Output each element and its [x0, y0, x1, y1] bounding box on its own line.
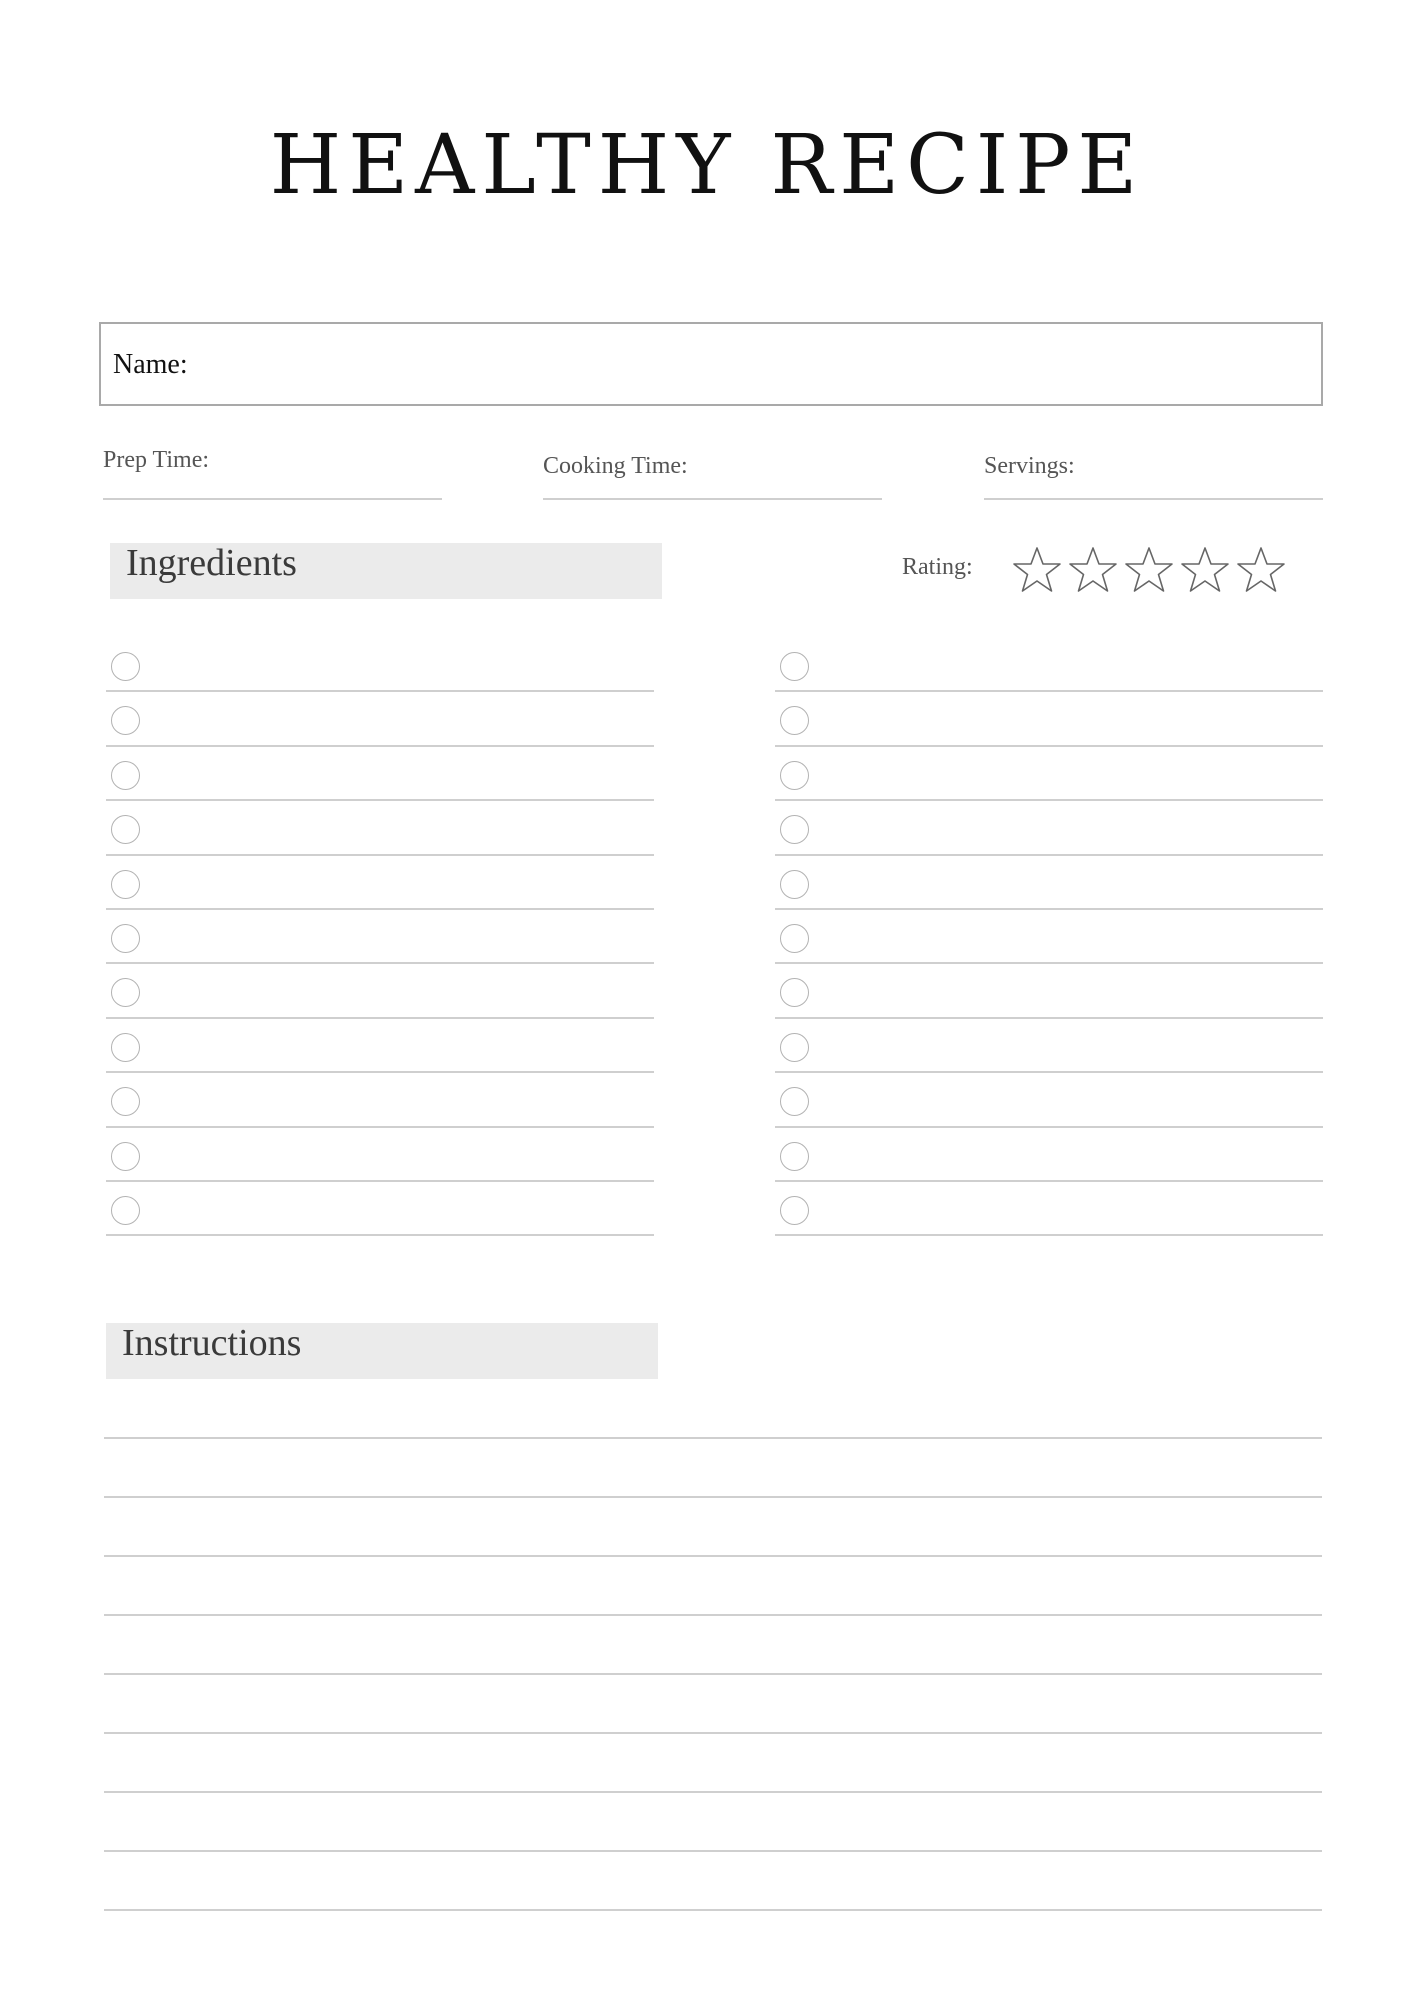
- prep-time-field[interactable]: [103, 447, 442, 500]
- checkbox-circle-icon[interactable]: [780, 978, 809, 1007]
- ingredients-list-right: [775, 638, 1323, 1236]
- ingredient-row-left-4[interactable]: [106, 801, 654, 855]
- ingredients-title: Ingredients: [126, 542, 297, 584]
- checkbox-circle-icon[interactable]: [111, 924, 140, 953]
- checkbox-circle-icon[interactable]: [780, 761, 809, 790]
- ingredient-row-left-2[interactable]: [106, 692, 654, 746]
- rating-label: Rating:: [902, 554, 973, 580]
- star-icon[interactable]: [1124, 545, 1174, 595]
- instructions-title: Instructions: [122, 1322, 302, 1364]
- instruction-line[interactable]: [104, 1616, 1322, 1675]
- servings-label: Servings:: [984, 453, 1075, 479]
- checkbox-circle-icon[interactable]: [780, 1033, 809, 1062]
- checkbox-circle-icon[interactable]: [780, 1196, 809, 1225]
- star-icon[interactable]: [1236, 545, 1286, 595]
- checkbox-circle-icon[interactable]: [780, 815, 809, 844]
- ingredient-row-right-11[interactable]: [775, 1182, 1323, 1236]
- ingredient-row-right-8[interactable]: [775, 1019, 1323, 1073]
- servings-field[interactable]: [984, 453, 1323, 500]
- checkbox-circle-icon[interactable]: [111, 706, 140, 735]
- name-label: Name:: [113, 349, 188, 380]
- instruction-line[interactable]: [104, 1734, 1322, 1793]
- ingredient-row-right-1[interactable]: [775, 638, 1323, 692]
- checkbox-circle-icon[interactable]: [780, 706, 809, 735]
- checkbox-circle-icon[interactable]: [780, 1142, 809, 1171]
- ingredient-row-left-6[interactable]: [106, 910, 654, 964]
- instruction-line[interactable]: [104, 1675, 1322, 1734]
- ingredient-row-left-8[interactable]: [106, 1019, 654, 1073]
- rating-stars[interactable]: [1012, 545, 1286, 595]
- star-icon[interactable]: [1068, 545, 1118, 595]
- checkbox-circle-icon[interactable]: [780, 652, 809, 681]
- ingredient-row-right-10[interactable]: [775, 1128, 1323, 1182]
- ingredient-row-left-7[interactable]: [106, 964, 654, 1018]
- checkbox-circle-icon[interactable]: [111, 1087, 140, 1116]
- star-icon[interactable]: [1180, 545, 1230, 595]
- ingredient-row-left-3[interactable]: [106, 747, 654, 801]
- instructions-header: [106, 1323, 658, 1379]
- ingredient-row-left-1[interactable]: [106, 638, 654, 692]
- checkbox-circle-icon[interactable]: [780, 924, 809, 953]
- ingredient-row-left-9[interactable]: [106, 1073, 654, 1127]
- checkbox-circle-icon[interactable]: [780, 870, 809, 899]
- instructions-lines: [104, 1380, 1322, 1911]
- checkbox-circle-icon[interactable]: [111, 1142, 140, 1171]
- instruction-line[interactable]: [104, 1439, 1322, 1498]
- checkbox-circle-icon[interactable]: [111, 815, 140, 844]
- ingredient-row-left-10[interactable]: [106, 1128, 654, 1182]
- instruction-line[interactable]: [104, 1557, 1322, 1616]
- ingredients-list-left: [106, 638, 654, 1236]
- instruction-line[interactable]: [104, 1380, 1322, 1439]
- checkbox-circle-icon[interactable]: [111, 652, 140, 681]
- instruction-line[interactable]: [104, 1793, 1322, 1852]
- checkbox-circle-icon[interactable]: [111, 761, 140, 790]
- ingredient-row-right-3[interactable]: [775, 747, 1323, 801]
- ingredient-row-right-4[interactable]: [775, 801, 1323, 855]
- instruction-line[interactable]: [104, 1852, 1322, 1911]
- ingredients-header: [110, 543, 662, 599]
- prep-time-label: Prep Time:: [103, 447, 210, 473]
- checkbox-circle-icon[interactable]: [111, 870, 140, 899]
- checkbox-circle-icon[interactable]: [780, 1087, 809, 1116]
- instruction-line[interactable]: [104, 1498, 1322, 1557]
- ingredient-row-left-5[interactable]: [106, 856, 654, 910]
- name-field[interactable]: [99, 322, 1323, 406]
- ingredient-row-right-2[interactable]: [775, 692, 1323, 746]
- ingredient-row-right-9[interactable]: [775, 1073, 1323, 1127]
- star-icon[interactable]: [1012, 545, 1062, 595]
- ingredient-row-right-5[interactable]: [775, 856, 1323, 910]
- ingredient-row-right-6[interactable]: [775, 910, 1323, 964]
- checkbox-circle-icon[interactable]: [111, 978, 140, 1007]
- checkbox-circle-icon[interactable]: [111, 1196, 140, 1225]
- cooking-time-field[interactable]: [543, 453, 882, 500]
- ingredient-row-left-11[interactable]: [106, 1182, 654, 1236]
- checkbox-circle-icon[interactable]: [111, 1033, 140, 1062]
- page-title: HEALTHY RECIPE: [269, 118, 1145, 213]
- ingredient-row-right-7[interactable]: [775, 964, 1323, 1018]
- cooking-time-label: Cooking Time:: [543, 453, 688, 479]
